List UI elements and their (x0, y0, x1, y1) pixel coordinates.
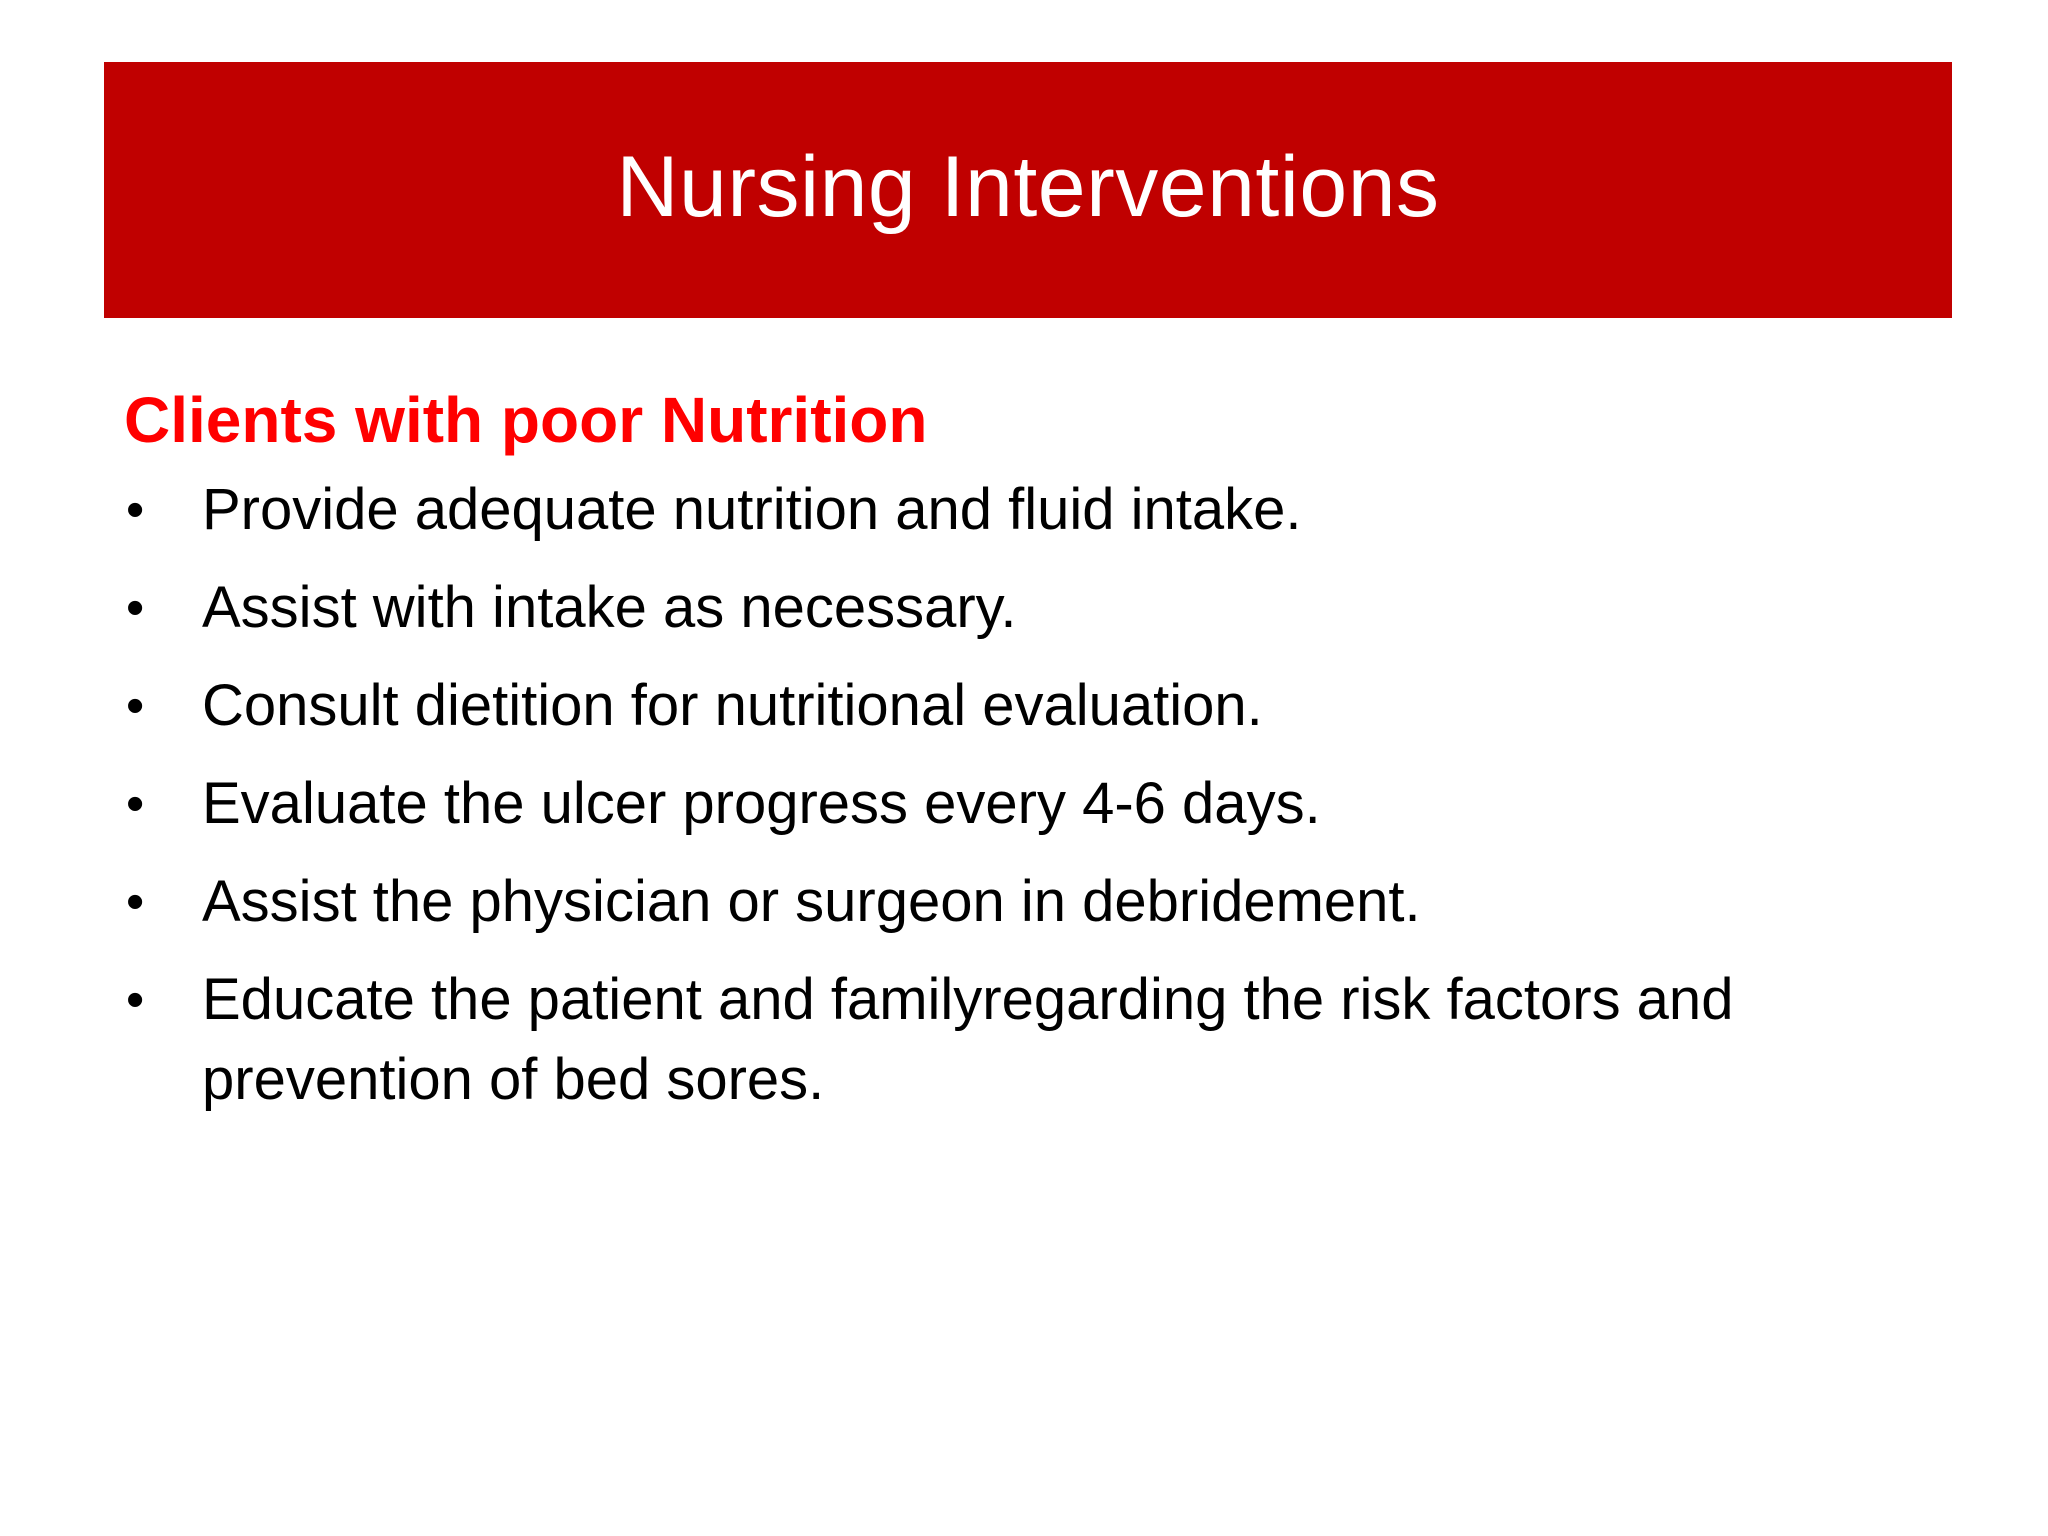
bullet-text: Educate the patient and familyregarding the risk factors and prevention of bed sores. (202, 967, 1734, 1112)
bullet-icon: • (126, 579, 145, 637)
title-banner (104, 62, 1952, 318)
bullet-icon: • (126, 677, 145, 735)
bullet-text: Evaluate the ulcer progress every 4-6 days. (202, 771, 1321, 836)
bullet-icon: • (126, 971, 145, 1029)
bullet-item (124, 470, 1924, 550)
slide-title: Nursing Interventions (616, 138, 1440, 235)
bullet-text: Provide adequate nutrition and fluid intake. (202, 477, 1302, 542)
bullet-text: Assist with intake as necessary. (202, 575, 1017, 640)
bullet-item (124, 568, 1924, 648)
bullet-icon: • (126, 873, 145, 931)
bullet-text: Assist the physician or surgeon in debridement. (202, 869, 1421, 934)
bullet-item (124, 764, 1924, 844)
bullet-icon: • (126, 775, 145, 833)
bullet-item (124, 666, 1924, 746)
slide-content (124, 370, 1924, 1138)
bullet-item (124, 960, 1924, 1120)
bullet-item (124, 862, 1924, 942)
section-subheading: Clients with poor Nutrition (124, 384, 928, 456)
bullet-icon: • (126, 481, 145, 539)
bullet-list (124, 470, 1924, 1120)
bullet-text: Consult dietition for nutritional evaluation. (202, 673, 1263, 738)
